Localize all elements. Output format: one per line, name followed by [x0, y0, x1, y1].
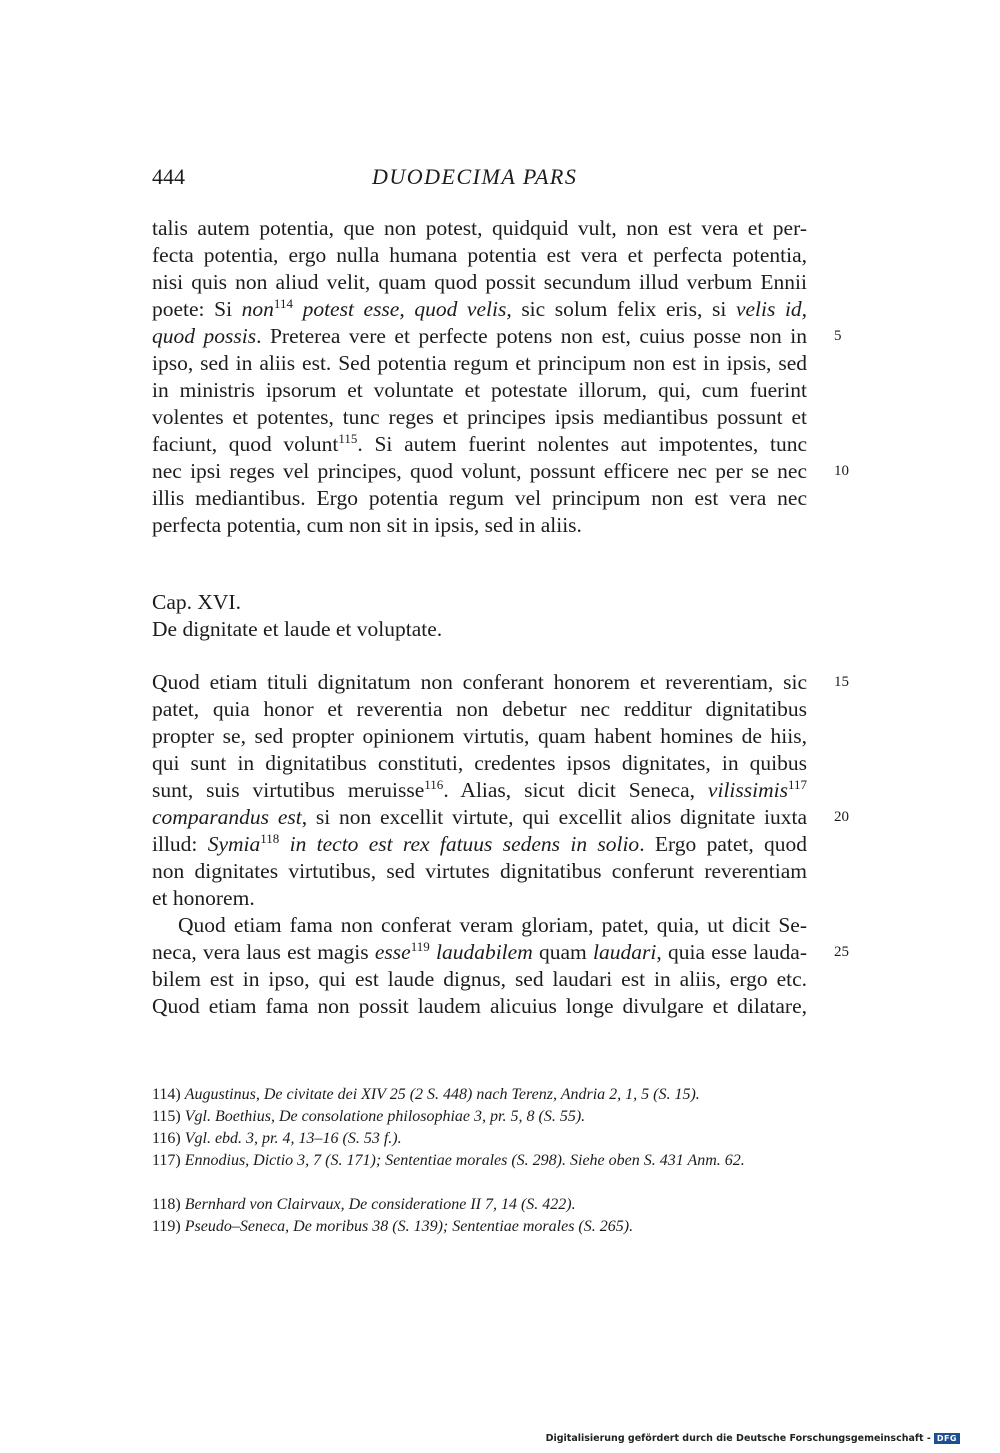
text-line: perfecta potentia, cum non sit in ipsis, sed in aliis.	[152, 513, 582, 537]
dfg-logo: DFG	[934, 1433, 960, 1444]
text-line: talis autem potentia, que non potest, quidquid vult, non est vera et per-	[152, 216, 807, 240]
line-number: 15	[834, 674, 849, 690]
running-title: DUODECIMA PARS	[372, 164, 578, 189]
text-line: nec ipsi reges vel principes, quod volunt, possunt efficere nec per se nec	[152, 459, 807, 483]
footnote: 117) Ennodius, Dictio 3, 7 (S. 171); Sententiae morales (S. 298). Siehe oben S. 431 Anm. 62.	[152, 1152, 745, 1169]
footnote: 115) Vgl. Boethius, De consolatione philosophiae 3, pr. 5, 8 (S. 55).	[152, 1108, 586, 1125]
footnote: 114) Augustinus, De civitate dei XIV 25 (2 S. 448) nach Terenz, Andria 2, 1, 5 (S. 15).	[152, 1086, 700, 1103]
text-line: propter se, sed propter opinionem virtutis, quam habent homines de hiis,	[152, 724, 807, 748]
chapter-title: De dignitate et laude et voluptate.	[152, 617, 443, 641]
text-line: quod possis. Preterea vere et perfecte potens non est, cuius posse non in	[152, 324, 808, 348]
text-line: fecta potentia, ergo nulla humana potentia est vera et perfecta potentia,	[152, 243, 807, 267]
line-number: 10	[834, 463, 849, 479]
text-line: non dignitates virtutibus, sed virtutes dignitatibus conferunt reverentiam	[152, 859, 807, 883]
chapter-number: Cap. XVI.	[152, 590, 241, 614]
line-number: 20	[834, 809, 849, 825]
text-line: Quod etiam fama non possit laudem alicuius longe divulgare et dilatare,	[152, 994, 807, 1018]
text-line: patet, quia honor et reverentia non debetur nec redditur dignitatibus	[152, 697, 807, 721]
line-number: 25	[834, 944, 849, 960]
text-line: volentes et potentes, tunc reges et principes ipsis mediantibus possunt et	[152, 405, 807, 429]
credit-text: Digitalisierung gefördert durch die Deutsche Forschungsgemeinschaft -	[545, 1433, 931, 1444]
line-number: 5	[834, 328, 842, 344]
text-line: Quod etiam tituli dignitatum non conferant honorem et reverentiam, sic	[152, 670, 807, 694]
text-line: in ministris ipsorum et voluntate et potestate illorum, qui, cum fuerint	[152, 378, 807, 402]
text-line: bilem est in ipso, qui est laude dignus, sed laudari est in aliis, ergo etc.	[152, 967, 807, 991]
text-line: qui sunt in dignitatibus constituti, credentes ipsos dignitates, in quibus	[152, 751, 807, 775]
footnote: 116) Vgl. ebd. 3, pr. 4, 13–16 (S. 53 f.).	[152, 1130, 402, 1147]
text-line: faciunt, quod volunt$^{115}$. Si autem fuerint nolentes aut impotentes, tunc	[152, 431, 807, 456]
text-line: Quod etiam fama non conferat veram gloriam, patet, quia, ut dicit Se-	[178, 913, 807, 937]
page-number: 444	[152, 164, 185, 189]
text-line: nisi quis non aliud velit, quam quod possit secundum illud verbum Ennii	[152, 270, 807, 294]
text-line: neca, vera laus est magis esse$^{119}$ laudabilem quam laudari, quia esse lauda-	[152, 939, 808, 964]
text-line: comparandus est, si non excellit virtute, qui excellit alios dignitate iuxta	[152, 805, 807, 829]
text-line: et honorem.	[152, 886, 255, 910]
text-line: ipso, sed in aliis est. Sed potentia regum et principum non est in ipsis, sed	[152, 351, 807, 375]
footnote: 119) Pseudo–Seneca, De moribus 38 (S. 139); Sententiae morales (S. 265).	[152, 1218, 634, 1235]
text-line: sunt, suis virtutibus meruisse$^{116}$. Alias, sicut dicit Seneca, vilissimis$^{117}$	[152, 777, 807, 802]
footnote: 118) Bernhard von Clairvaux, De consideratione II 7, 14 (S. 422).	[152, 1196, 576, 1213]
digitization-credit	[546, 1433, 960, 1444]
text-line: illis mediantibus. Ergo potentia regum vel principum non est vera nec	[152, 486, 807, 510]
text-line: poete: Si non$^{114}$ potest esse, quod velis, sic solum felix eris, si velis id,	[152, 296, 808, 321]
text-line: illud: Symia$^{118}$ in tecto est rex fatuus sedens in solio. Ergo patet, quod	[152, 831, 808, 856]
